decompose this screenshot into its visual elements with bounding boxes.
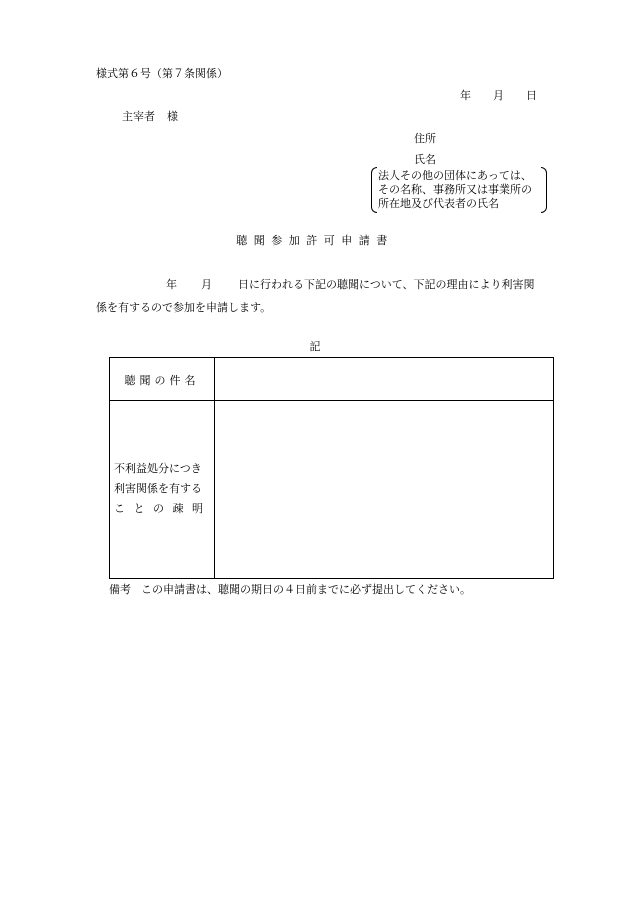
corporate-note-text [378,169,532,211]
corporate-note [371,167,547,213]
corporate-note-line: 所在地及び代表者の氏名 [378,197,499,210]
address-label: 住所 [414,132,436,145]
interest-label-line: 利害関係を有する [114,482,202,495]
name-label: 氏名 [414,153,436,166]
body-line-1 [96,273,558,296]
hearing-case-row [110,358,553,401]
body-year-label: 年 [166,278,177,291]
ki-label: 記 [309,340,321,353]
document-title: 聴聞参加許可申請書 [236,234,394,247]
interest-explanation-label [114,459,212,519]
form-number: 様式第６号（第７条関係） [96,67,228,80]
date-line [460,89,537,103]
body-line-1-rest: 日に行われる下記の聴聞について、下記の理由により利害関 [238,278,535,291]
table-column-divider [214,358,215,578]
remarks-text: この申請書は、聴聞の期日の４日前までに必ず提出してください。 [141,583,471,596]
remarks [109,583,471,597]
body-text [96,273,558,319]
body-line-2: 係を有するので参加を申請します。 [96,301,272,314]
remarks-head: 備考 [109,583,131,596]
corporate-note-line: 法人その他の団体にあっては、 [378,169,532,182]
addressee-name: 主宰者 [122,110,155,123]
addressee-honorific: 様 [167,110,178,123]
interest-label-line: ことの疎明 [114,502,212,515]
addressee [122,110,178,124]
date-day-label: 日 [526,89,537,102]
hearing-case-label: 聴聞の件名 [124,374,200,387]
body-month-label: 月 [201,278,212,291]
bracket-right [541,167,547,213]
bracket-left [371,167,377,213]
date-month-label: 月 [493,89,504,102]
application-table [109,357,554,579]
corporate-note-line: その名称、事務所又は事業所の [378,183,532,196]
interest-label-line: 不利益処分につき [114,462,202,475]
date-year-label: 年 [460,89,471,102]
